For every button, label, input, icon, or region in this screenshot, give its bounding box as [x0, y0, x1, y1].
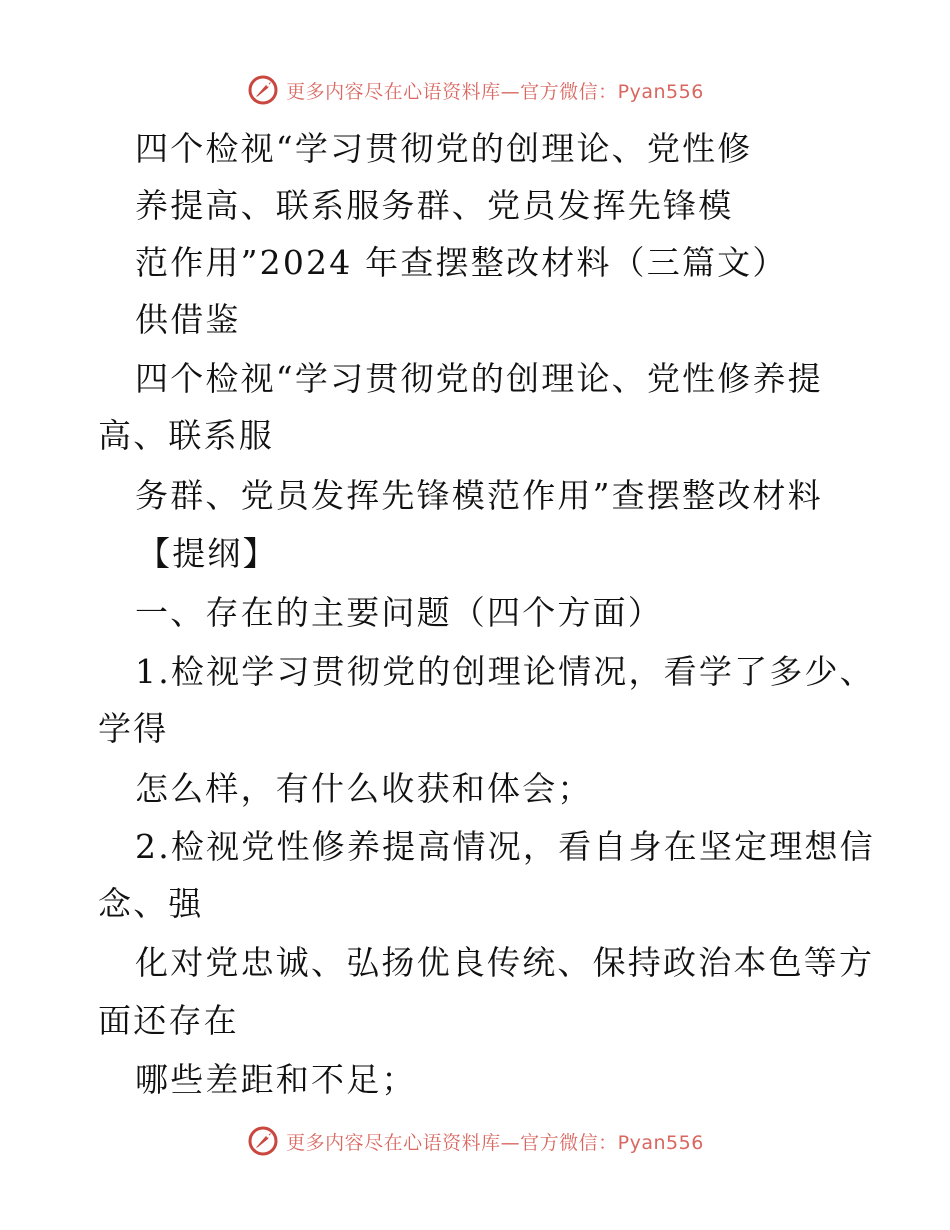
footer-watermark	[0, 1121, 950, 1161]
pen-nib-circle-icon	[246, 1124, 280, 1158]
outline-heading: 【提纲】	[137, 534, 278, 573]
section-heading: 一、存在的主要问题（四个方面）	[135, 593, 663, 632]
title-line-3: 范作用”2024 年查摆整改材料（三篇文）	[135, 243, 788, 282]
subtitle-line-1: 四个检视“学习贯彻党的创理论、党性修养提	[135, 359, 823, 398]
paragraph-line: 怎么样，有什么收获和体会；	[135, 769, 593, 808]
watermark-text: 更多内容尽在心语资料库—官方微信：Pyan556	[286, 80, 704, 103]
subtitle-line-3: 务群、党员发挥先锋模范作用”查摆整改材料	[135, 476, 823, 515]
title-line-1: 四个检视“学习贯彻党的创理论、党性修	[135, 129, 753, 168]
title-line-4: 供借鉴	[135, 300, 241, 339]
paragraph-line: 1.检视学习贯彻党的创理论情况，看学了多少、	[135, 652, 875, 691]
paragraph-line: 学得	[98, 709, 169, 748]
watermark-text: 更多内容尽在心语资料库—官方微信：Pyan556	[286, 1131, 704, 1154]
paragraph-line: 2.检视党性修养提高情况，看自身在坚定理想信	[135, 827, 875, 866]
subtitle-line-2: 高、联系服	[98, 416, 274, 455]
paragraph-line: 面还存在	[98, 1001, 239, 1040]
paragraph-line: 念、强	[98, 884, 204, 923]
paragraph-line: 化对党忠诚、弘扬优良传统、保持政治本色等方	[135, 943, 875, 982]
title-line-2: 养提高、联系服务群、党员发挥先锋模	[135, 186, 734, 225]
paragraph-line: 哪些差距和不足；	[135, 1060, 417, 1099]
